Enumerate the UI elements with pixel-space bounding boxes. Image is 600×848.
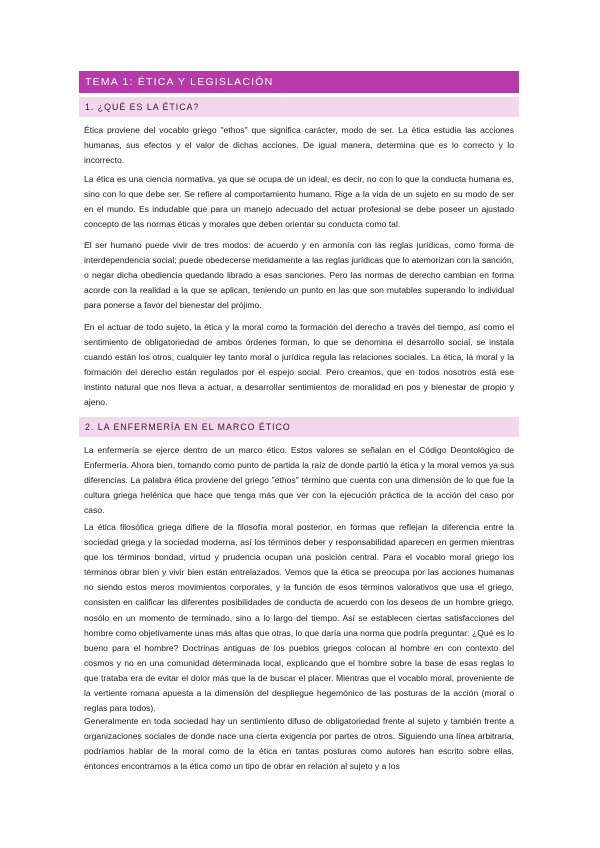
paragraph: Ética proviene del vocablo griego "ethos" que significa carácter, modo de ser. La ética estudia las acciones humanas, sus efectos y el valor de dichas acciones. De igual manera, determina que es lo correcto y lo incorrecto.	[84, 125, 514, 166]
paragraph: La ética filosófica griega difiere de la filosofía moral posterior, en formas que reflejan la diferencia entre la sociedad griega y la sociedad moderna, así los términos deber y responsabilidad aparecen en germen mientras que los términos bondad, virtud y prudencia ocupan una posición central. Para el vocablo moral griego los términos obrar bien y vivir bien están entrelazados. Vemos que la ética se preocupa por las acciones humanas no siendo estos meros movimientos corporales, y la función de esos términos valorativos que usa el griego, consisten en calificar las diferentes posibilidades de conducta de acuerdo con los deseos de un hombre griego, nosólo en un momento de terminado, sino a lo largo del tiempo. Así se establecen ciertas satisfacciones del hombre como objetivamente unas más altas que otras, lo que daría una norma que podría preguntar: ¿Qué es lo bueno para el hombre? Doctrinas antiguas de los pueblos griegos colocan al hombre en con contexto del cosmos y no en una comunidad determinada local, explicando que el hombre sobre la base de esas reglas lo que trataba era de evitar el dolor más que la de buscar el placer. Mientras que el vocablo moral, proveniente de la vertiente romana apuesta a la dimensión del despliegue hegemónico de las posturas de la acción (moral o reglas para todos).	[84, 522, 514, 714]
paragraph: Generalmente en toda sociedad hay un sentimiento difuso de obligatoriedad frente al sujeto y también frente a organizaciones sociales de donde nace una cierta exigencia por partes de otros. Siguiendo una línea arbitraria, podríamos hablar de la moral como de la ética en tantas posturas como autores han escrito sobre ellas, entonces encontramos a la ética como un tipo de obrar en relación al sujeto y a los	[84, 716, 514, 772]
paragraph: En el actuar de todo sujeto, la ética y la moral como la formación del derecho a través del tiempo, así como el sentimiento de obligatoriedad de ambos órdenes forman, lo que se denomina el desarrollo social, se instala cuando están los otros, cualquier ley tanto moral o jurídica regula las relaciones sociales. La ética, la moral y la formación del derecho están regulados por el espejo social. Pero creamos, que en todos nosotros está ese instinto natural que nos lleva a actuar, a desarrollar sentimientos de moralidad en pos y bienestar de propio y ajeno.	[84, 322, 514, 408]
paragraph: La ética es una ciencia normativa, ya que se ocupa de un ideal, es decir, no con lo que la conducta humana es, sino con lo que debe ser. Se refiere al comportamiento humano. Rige a la vida de un sujeto en su modo de ser en el mundo. Es indudable que para un manejo adecuado del actuar profesional se debe poseer un ajustado concepto de las normas éticas y morales que deben orientar su conducta como tal.	[84, 174, 514, 230]
paragraph: El ser humano puede vivir de tres modos: de acuerdo y en armonía con las reglas jurídicas, como forma de interdependencia social; puede obedecerse metidamente a las reglas jurídicas que lo atemorizan con la sanción, o negar dicha obediencia quedando librado a esas sanciones. Pero las normas de derecho cambian en forma acorde con la realidad a la que se aplican, teniendo un punto en las que son mutables superando lo individual para ponerse a favor del bienestar del prójimo.	[84, 240, 514, 311]
section-heading-2: 2. LA ENFERMERÍA EN EL MARCO ÉTICO	[79, 417, 519, 437]
section-heading-1: 1. ¿QUÉ ES LA ÉTICA?	[79, 97, 519, 117]
paragraph: La enfermería se ejerce dentro de un marco ético. Estos valores se señalan en el Código Deontológico de Enfermería. Ahora bien, tomando como punto de partida la raíz de donde partió la ética y la moral vemos ya sus diferencias. La palabra ética proviene del griego "ethos" término que cuenta con una dimensión de lo que fue la cultura griega helénica que hace que tenga más que ver con la ejecución práctica de la acción del caso por caso.	[84, 445, 514, 516]
topic-title: TEMA 1: ÉTICA Y LEGISLACIÓN	[79, 71, 519, 93]
